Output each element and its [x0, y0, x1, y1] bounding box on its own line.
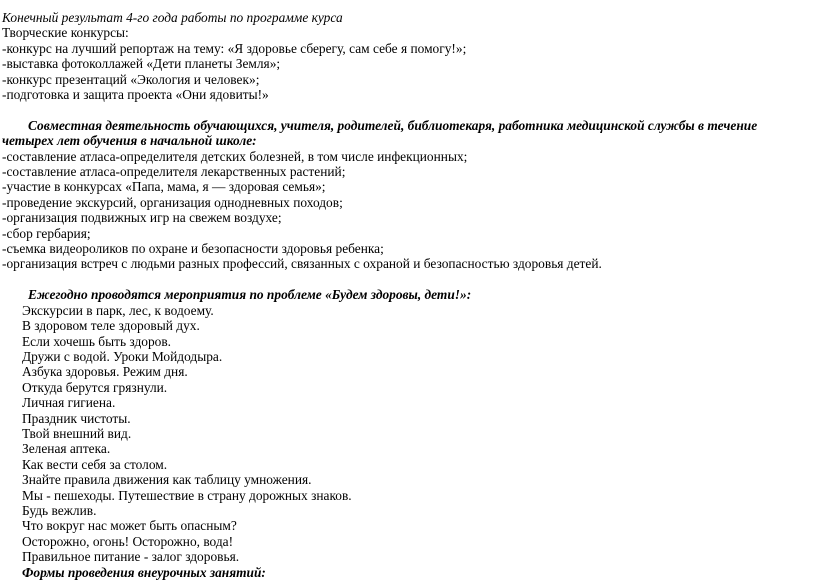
list-item: -составление атласа-определителя лекарственных растений;: [2, 164, 346, 180]
list-item: -организация встреч с людьми разных профессий, связанных с охраной и безопасностью здоровья детей.: [2, 256, 602, 272]
list-item: Правильное питание - залог здоровья.: [22, 549, 240, 565]
list-item: -подготовка и защита проекта «Они ядовиты!»: [2, 87, 269, 103]
list-item: -съемка видеороликов по охране и безопасности здоровья ребенка;: [2, 241, 384, 257]
list-item: -сбор гербария;: [2, 225, 91, 241]
list-item: Зеленая аптека.: [22, 441, 111, 457]
list-item: Как вести себя за столом.: [22, 456, 168, 472]
list-item: -составление атласа-определителя детских болезней, в том числе инфекционных;: [2, 148, 468, 164]
list-item: -конкурс презентаций «Экология и человек»;: [2, 71, 260, 87]
list-item: -организация подвижных игр на свежем воздухе;: [2, 210, 282, 226]
section-heading: Совместная деятельность обучающихся, учителя, родителей, библиотекаря, работника медицинской службы в течение четырех лет обучения в начальной школе:: [2, 117, 758, 149]
list-item: Знайте правила движения как таблицу умножения.: [22, 472, 312, 488]
list-item: Твой внешний вид.: [22, 425, 132, 441]
section-heading: Ежегодно проводятся мероприятия по проблеме «Будем здоровы, дети!»:: [28, 287, 472, 303]
list-item: Что вокруг нас может быть опасным?: [22, 518, 237, 534]
list-item: -выставка фотоколлажей «Дети планеты Земля»;: [2, 56, 281, 72]
section-subtitle: Творческие конкурсы:: [2, 25, 129, 41]
list-item: -конкурс на лучший репортаж на тему: «Я здоровье сберегу, сам себе я помогу!»;: [2, 40, 467, 56]
spacer: [2, 102, 812, 117]
list-item: Если хочешь быть здоров.: [22, 333, 172, 349]
list-item: Азбука здоровья. Режим дня.: [22, 364, 188, 380]
list-item: В здоровом теле здоровый дух.: [22, 318, 200, 334]
list-item: Осторожно, огонь! Осторожно, вода!: [22, 533, 234, 549]
list-item: -проведение экскурсий, организация однодневных походов;: [2, 194, 343, 210]
list-item: Будь вежлив.: [22, 502, 97, 518]
list-item: -участие в конкурсах «Папа, мама, я — здоровая семья»;: [2, 179, 326, 195]
list-item: Экскурсии в парк, лес, к водоему.: [22, 302, 214, 318]
list-item: Откуда берутся грязнули.: [22, 379, 168, 395]
list-item: Дружи с водой. Уроки Мойдодыра.: [22, 348, 223, 364]
list-item: Личная гигиена.: [22, 395, 116, 411]
section-title: Конечный результат 4-го года работы по программе курса: [2, 10, 343, 25]
spacer: [2, 272, 812, 287]
document-body: [2, 10, 812, 580]
section-heading: Формы проведения внеурочных занятий:: [22, 564, 266, 580]
list-item: Праздник чистоты.: [22, 410, 131, 426]
list-item: Мы - пешеходы. Путешествие в страну дорожных знаков.: [22, 487, 352, 503]
